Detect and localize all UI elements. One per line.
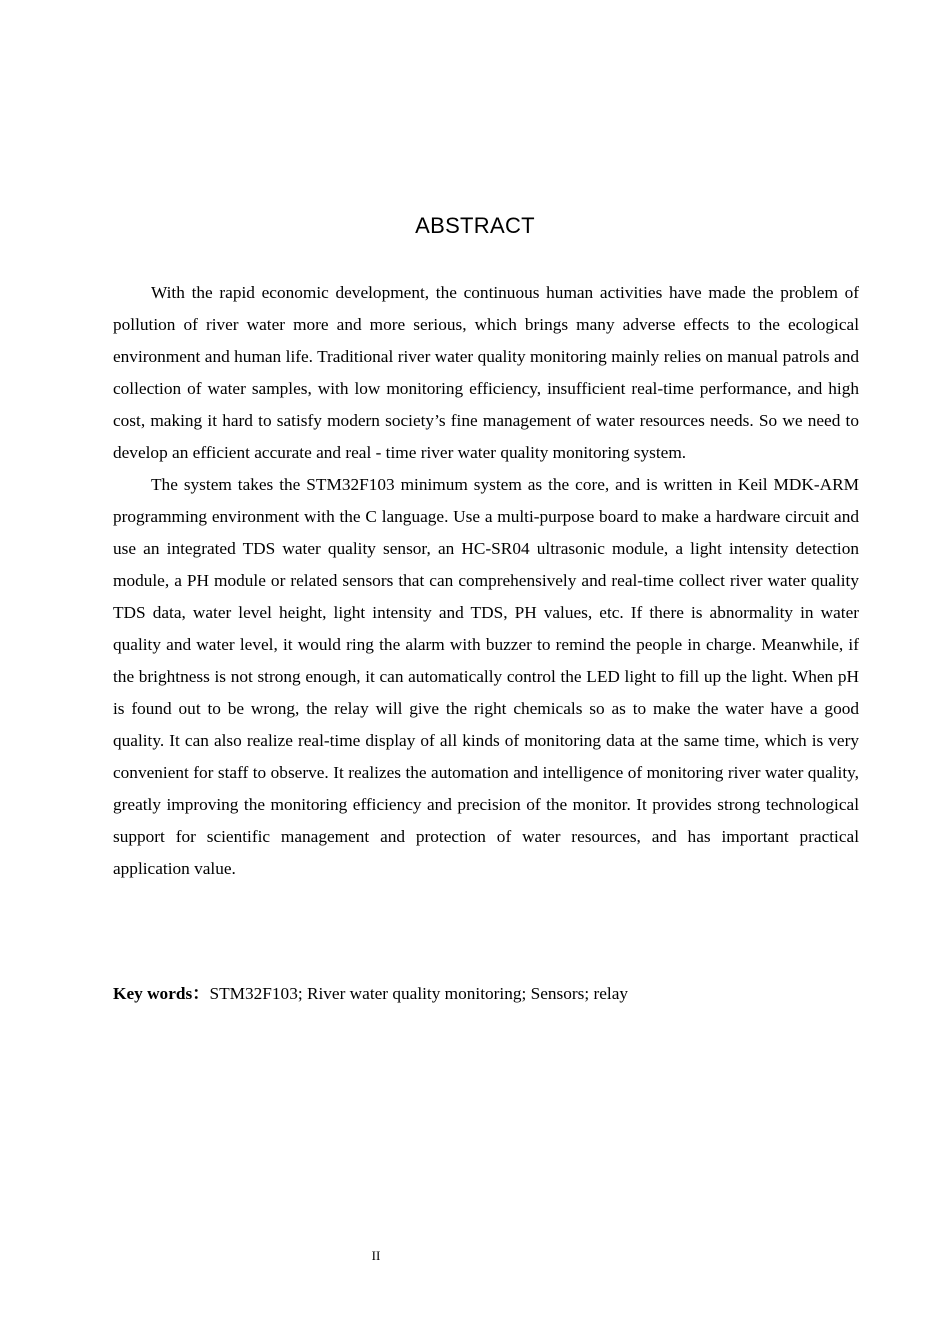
keywords-line [113,980,859,1008]
abstract-paragraph-2: The system takes the STM32F103 minimum system as the core, and is written in Keil MDK-ARM programming environment with the C language. Use a multi-purpose board to make a hardware circuit and use an integrated TDS water quality sensor, an HC-SR04 ultrasonic module, a light intensity detection module, a PH module or related sensors that can comprehensively and real-time collect river water quality TDS data, water level height, light intensity and TDS, PH values, etc. If there is abnormality in water quality and water level, it would ring the alarm with buzzer to remind the people in charge. Meanwhile, if the brightness is not strong enough, it can automatically control the LED light to fill up the light. When pH is found out to be wrong, the relay will give the right chemicals so as to make the water have a good quality. It can also realize real-time display of all kinds of monitoring data at the same time, which is very convenient for staff to observe. It realizes the automation and intelligence of monitoring river water quality, greatly improving the monitoring efficiency and precision of the monitor. It provides strong technological support for scientific management and protection of water resources, and has important practical application value. [113,475,859,878]
page-number: II [371,1248,381,1263]
abstract-body [113,277,859,885]
keywords-text: STM32F103; River water quality monitoring; Sensors; relay [209,984,629,1003]
abstract-paragraph-1: With the rapid economic development, the continuous human activities have made the problem of pollution of river water more and more serious, which brings many adverse effects to the ecological environment and human life. Traditional river water quality monitoring mainly relies on manual patrols and collection of water samples, with low monitoring efficiency, insufficient real-time performance, and high cost, making it hard to satisfy modern society’s fine management of water resources needs. So we need to develop an efficient accurate and real - time river water quality monitoring system. [113,283,859,462]
abstract-title: ABSTRACT [415,213,535,238]
keywords-label: Key words： [113,984,210,1003]
